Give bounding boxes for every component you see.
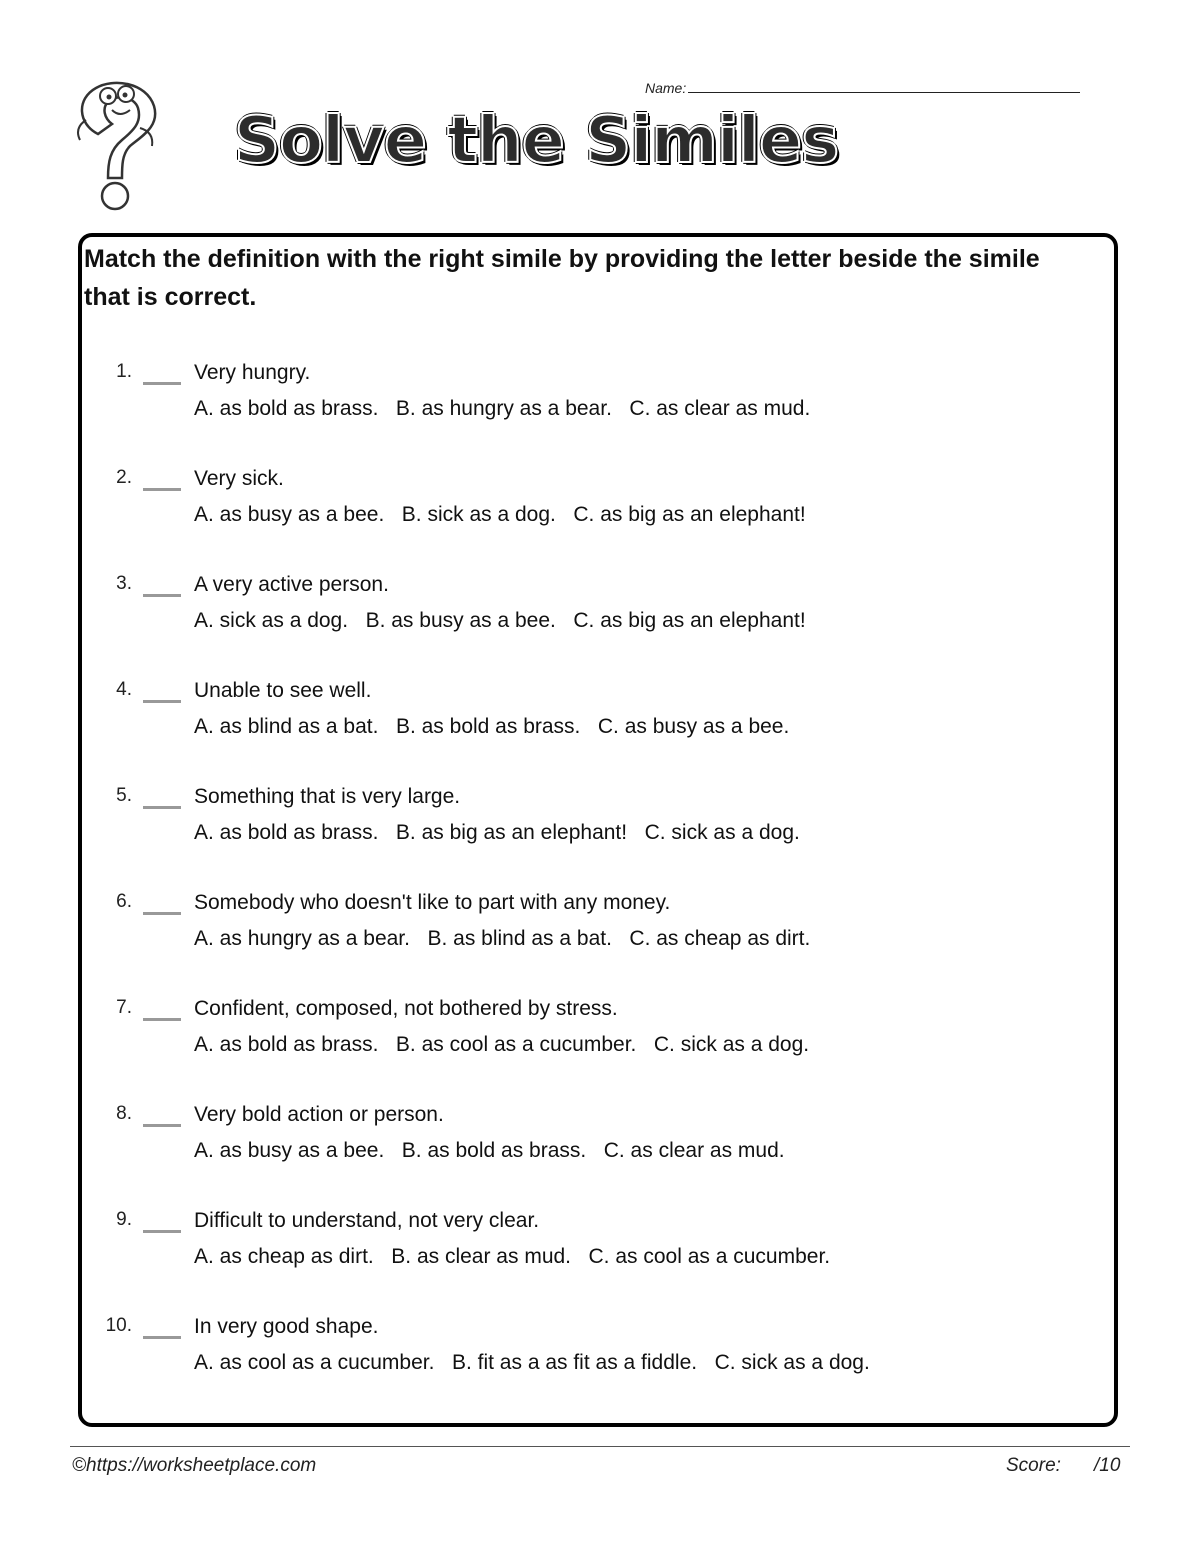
answer-blank[interactable]: [143, 594, 181, 597]
question-number: 6.: [116, 891, 132, 912]
question-prompt: Confident, composed, not bothered by stress.: [194, 997, 618, 1020]
question-choices: A. as busy as a bee. B. as bold as brass. C. as clear as mud.: [194, 1139, 785, 1162]
question-number: 4.: [116, 679, 132, 700]
question-choices: A. as bold as brass. B. as big as an elephant! C. sick as a dog.: [194, 821, 800, 844]
footer-divider: [70, 1446, 1130, 1447]
answer-blank[interactable]: [143, 382, 181, 385]
instructions: Match the definition with the right simile by providing the letter beside the simile that is correct.: [84, 245, 1040, 311]
question-number: 1.: [116, 361, 132, 382]
score-label: Score:: [1006, 1455, 1061, 1476]
answer-blank[interactable]: [143, 1124, 181, 1127]
question-item: [96, 785, 1096, 865]
question-number: 7.: [116, 997, 132, 1018]
question-number: 2.: [116, 467, 132, 488]
question-item: [96, 361, 1096, 441]
answer-blank[interactable]: [143, 700, 181, 703]
question-choices: A. as bold as brass. B. as cool as a cucumber. C. sick as a dog.: [194, 1033, 810, 1056]
answer-blank[interactable]: [143, 1018, 181, 1021]
question-choices: A. as cheap as dirt. B. as clear as mud. C. as cool as a cucumber.: [194, 1245, 831, 1268]
question-choices: A. as busy as a bee. B. sick as a dog. C. as big as an elephant!: [194, 503, 806, 526]
answer-blank[interactable]: [143, 1230, 181, 1233]
question-item: [96, 467, 1096, 547]
question-choices: A. as bold as brass. B. as hungry as a bear. C. as clear as mud.: [194, 397, 811, 420]
score-total: /10: [1094, 1455, 1121, 1476]
question-choices: A. as blind as a bat. B. as bold as brass. C. as busy as a bee.: [194, 715, 790, 738]
name-underline: [688, 80, 1080, 93]
question-prompt: Difficult to understand, not very clear.: [194, 1209, 540, 1232]
question-mark-mascot-icon: [68, 74, 168, 212]
question-prompt: Very sick.: [194, 467, 284, 490]
name-label: Name:: [645, 80, 687, 96]
question-prompt: Very bold action or person.: [194, 1103, 444, 1126]
question-choices: A. as hungry as a bear. B. as blind as a bat. C. as cheap as dirt.: [194, 927, 811, 950]
question-item: [96, 891, 1096, 971]
question-item: [96, 1103, 1096, 1183]
question-item: [96, 997, 1096, 1077]
question-number: 10.: [105, 1315, 132, 1336]
name-field[interactable]: [645, 80, 1080, 96]
question-number: 3.: [116, 573, 132, 594]
question-number: 8.: [116, 1103, 132, 1124]
question-choices: A. as cool as a cucumber. B. fit as a as fit as a fiddle. C. sick as a dog.: [194, 1351, 870, 1374]
question-item: [96, 679, 1096, 759]
question-item: [96, 1209, 1096, 1289]
question-choices: A. sick as a dog. B. as busy as a bee. C. as big as an elephant!: [194, 609, 806, 632]
question-item: [96, 1315, 1096, 1395]
question-number: 5.: [116, 785, 132, 806]
question-prompt: Very hungry.: [194, 361, 311, 384]
question-prompt: A very active person.: [194, 573, 389, 596]
answer-blank[interactable]: [143, 1336, 181, 1339]
answer-blank[interactable]: [143, 488, 181, 491]
question-number: 9.: [116, 1209, 132, 1230]
copyright-text: ©https://worksheetplace.com: [72, 1455, 317, 1476]
question-item: [96, 573, 1096, 653]
answer-blank[interactable]: [143, 806, 181, 809]
question-prompt: Unable to see well.: [194, 679, 372, 702]
page-title: Solve the Similes: [234, 104, 839, 178]
question-prompt: Somebody who doesn't like to part with any money.: [194, 891, 671, 914]
question-prompt: Something that is very large.: [194, 785, 461, 808]
answer-blank[interactable]: [143, 912, 181, 915]
question-prompt: In very good shape.: [194, 1315, 379, 1338]
